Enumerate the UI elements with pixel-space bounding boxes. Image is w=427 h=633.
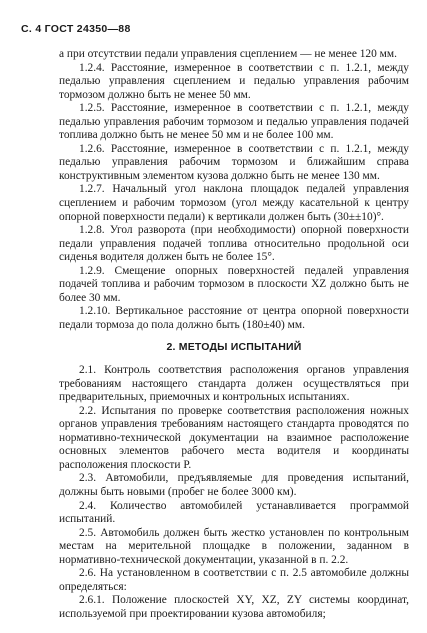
paragraph: 2.2. Испытания по проверке соответствия расположения ножных органов управления требованиям настоящего стандарта проводятся по нормативно-технической документации на взаимное расположение основных элементов рабочего места водителя и координаты расположения плоскости P. — [59, 404, 409, 471]
paragraph: а при отсутствии педали управления сцеплением — не менее 120 мм. — [59, 48, 397, 60]
paragraph: 1.2.9. Смещение опорных поверхностей педалей управления подачей топлива и рабочим тормозом в плоскости XZ должно быть не более 30 мм. — [59, 264, 409, 304]
paragraph: 1.2.5. Расстояние, измеренное в соответствии с п. 1.2.1, между педалью управления рабочим тормозом и педалью управления подачей топлива должно быть не менее 50 мм и не более 100 мм. — [59, 102, 409, 142]
paragraph: 2.6.1. Положение плоскостей XY, XZ, ZY системы координат, используемой при проектировании кузова автомобиля; — [59, 594, 409, 620]
paragraph: 1.2.6. Расстояние, измеренное в соответствии с п. 1.2.1, между педалью управления рабочим тормозом и ближайшим справа конструктивным элементом кузова должно быть не менее 130 мм. — [59, 142, 409, 182]
paragraph: 1.2.4. Расстояние, измеренное в соответствии с п. 1.2.1, между педалью управления сцеплением и педалью управления рабочим тормозом должно быть не менее 50 мм. — [59, 61, 409, 101]
paragraph: 2.5. Автомобиль должен быть жестко установлен по контрольным местам на мерительной площадке в положении, заданном в нормативно-технической документации, указанной в п. 2.2. — [59, 526, 409, 566]
paragraph: 2.1. Контроль соответствия расположения органов управления требованиям настоящего стандарта должен осуществляться при предварительных, приемочных и контрольных испытаниях. — [59, 364, 409, 404]
paragraph: 1.2.10. Вертикальное расстояние от центра опорной поверхности педали тормоза до пола должно быть (180±40) мм. — [59, 305, 409, 331]
section-title: 2. МЕТОДЫ ИСПЫТАНИЙ — [166, 341, 302, 354]
page-header: С. 4 ГОСТ 24350—88 — [21, 23, 131, 35]
paragraph: 2.3. Автомобили, предъявляемые для проведения испытаний, должны быть новыми (пробег не более 3000 км). — [59, 472, 409, 498]
paragraph: 1.2.7. Начальный угол наклона площадок педалей управления сцеплением и рабочим тормозом (угол между касательной к центру опорной поверхности педали) к вертикали должен быть (30±±10)°. — [59, 183, 409, 223]
paragraph: 2.4. Количество автомобилей устанавливается программой испытаний. — [59, 499, 409, 526]
paragraph: 1.2.8. Угол разворота (при необходимости) опорной поверхности педали управления подачей топлива относительно продольной оси сиденья водителя должен быть не более 15°. — [59, 224, 409, 264]
document-body — [59, 48, 409, 621]
paragraph: 2.6. На установленном в соответствии с п. 2.5 автомобиле должны определяться: — [59, 567, 409, 593]
